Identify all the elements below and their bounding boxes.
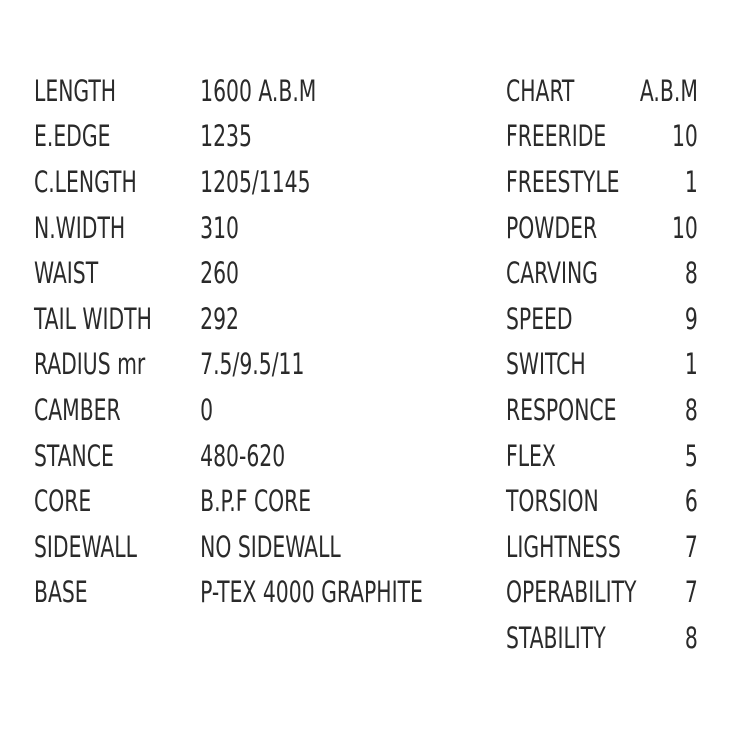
spec-label: SIDEWALL (34, 529, 137, 564)
spec-row-effective-edge (34, 114, 423, 160)
rating-chart (506, 68, 698, 661)
spec-value: 7.5/9.5/11 (200, 347, 305, 382)
spec-row-waist (34, 250, 423, 296)
chart-value: 7 (684, 529, 698, 564)
spec-row-camber (34, 387, 423, 433)
chart-value: 8 (684, 392, 698, 427)
chart-row-lightness (506, 524, 698, 570)
spec-row-nose-width (34, 205, 423, 251)
spec-value: P-TEX 4000 GRAPHITE (200, 575, 423, 610)
spec-row-tail-width (34, 296, 423, 342)
spec-label: BASE (34, 575, 88, 610)
spec-row-sidewall (34, 524, 423, 570)
spec-value: 1205/1145 (200, 164, 311, 199)
spec-value: 1600 A.B.M (200, 73, 317, 108)
chart-row-responce (506, 387, 698, 433)
chart-header-row (506, 68, 698, 114)
chart-value: 5 (684, 438, 698, 473)
chart-label: OPERABILITY (506, 575, 637, 610)
spec-row-length (34, 68, 423, 114)
spec-value: 260 (200, 256, 239, 291)
chart-header-value: A.B.M (639, 73, 698, 108)
chart-label: LIGHTNESS (506, 529, 621, 564)
spec-row-core (34, 478, 423, 524)
chart-label: RESPONCE (506, 392, 617, 427)
chart-row-switch (506, 342, 698, 388)
chart-row-freestyle (506, 159, 698, 205)
spec-label: WAIST (34, 256, 99, 291)
chart-label: FREESTYLE (506, 164, 620, 199)
spec-value: 480-620 (200, 438, 286, 473)
spec-label: STANCE (34, 438, 114, 473)
spec-value: B.P.F CORE (200, 484, 312, 519)
spec-row-radius (34, 342, 423, 388)
chart-row-powder (506, 205, 698, 251)
spec-table (34, 68, 533, 615)
spec-label: E.EDGE (34, 119, 111, 154)
spec-label: N.WIDTH (34, 210, 126, 245)
chart-label: STABILITY (506, 620, 606, 655)
chart-row-carving (506, 250, 698, 296)
chart-label: SPEED (506, 301, 573, 336)
spec-value: 0 (200, 392, 214, 427)
spec-value: 310 (200, 210, 239, 245)
chart-header-label: CHART (506, 73, 575, 108)
spec-value: 1235 (200, 119, 252, 154)
chart-label: SWITCH (506, 347, 586, 382)
chart-value: 8 (684, 256, 698, 291)
spec-label: TAIL WIDTH (34, 301, 152, 336)
spec-value: 292 (200, 301, 239, 336)
chart-value: 10 (671, 119, 698, 154)
chart-value: 1 (684, 347, 698, 382)
chart-row-speed (506, 296, 698, 342)
spec-row-base (34, 570, 423, 616)
spec-label: CAMBER (34, 392, 121, 427)
spec-label: LENGTH (34, 73, 117, 108)
chart-value: 6 (684, 484, 698, 519)
spec-label: CORE (34, 484, 92, 519)
spec-row-stance (34, 433, 423, 479)
spec-label: RADIUS mr (34, 347, 146, 382)
chart-row-flex (506, 433, 698, 479)
spec-value: NO SIDEWALL (200, 529, 341, 564)
chart-label: TORSION (506, 484, 599, 519)
chart-value: 10 (671, 210, 698, 245)
chart-row-stability (506, 615, 698, 661)
chart-value: 9 (684, 301, 698, 336)
chart-row-torsion (506, 478, 698, 524)
chart-value: 7 (684, 575, 698, 610)
chart-label: FREERIDE (506, 119, 607, 154)
chart-label: POWDER (506, 210, 598, 245)
chart-row-freeride (506, 114, 698, 160)
chart-value: 8 (684, 620, 698, 655)
chart-label: FLEX (506, 438, 556, 473)
spec-label: C.LENGTH (34, 164, 137, 199)
chart-value: 1 (684, 164, 698, 199)
chart-label: CARVING (506, 256, 598, 291)
chart-row-operability (506, 570, 698, 616)
spec-row-contact-length (34, 159, 423, 205)
